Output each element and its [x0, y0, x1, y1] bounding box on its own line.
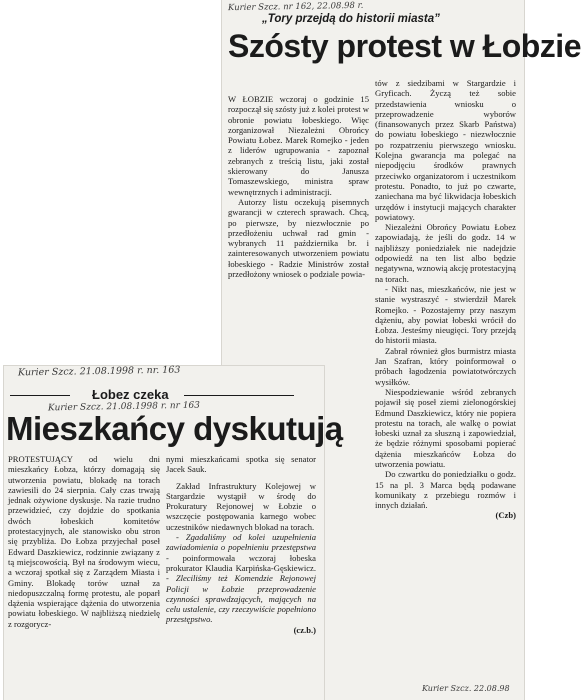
handwritten-footer-note: Kurier Szcz. 22.08.98	[422, 684, 510, 693]
article-paragraph: Zakład Infrastruktury Kolejowej w Stargardzie wystąpił w środę do Prokuratury Rejonowej w Łobzie o wszczęcie postępowania karnego wobec uczestników niedawnych blokad na torach.	[166, 480, 316, 532]
bottom-clipping	[4, 364, 343, 700]
article-column-1	[8, 454, 160, 629]
article-paragraph: tów z siedzibami w Stargardzie i Gryficach. Życzą też sobie przedstawienia wniosku o przeprowadzenie wyborów (finansowanych przez Skarb Państwa) do powiatu łobeskiego - niezwłocznie po rozpatrzeniu pierwszego wniosku. Kolejna gwarancja ma polegać na niepodjęciu środków prawnych przeciwko organizatorom i uczestnikom protestu. Ponadto, to już po czwarte, zaniechana ma być likwidacja łobeskich urzędów i instytucji mających charakter powiatowy.	[375, 78, 516, 222]
article-kicker: „Tory przejdą do historii miasta”	[262, 13, 440, 25]
article-paragraph: - Nikt nas, mieszkańców, nie jest w stanie wystraszyć - stwierdził Marek Romejko. - Pozostajemy przy naszym dążeniu, aby powiat łobeski wrócił do Łobza. Jesteśmy nieugięci. Tory przejdą do historii miasta.	[375, 283, 516, 346]
quote-text: - Zgadaliśmy od kolei uzupełnienia zawiadomienia o popełnieniu przestępstwa	[166, 532, 316, 553]
quote-attribution: - poinformowała wczoraj łobeska prokurator Klaudia Karpińska-Gęskiewicz. -	[166, 552, 316, 584]
article-signature: (cz.b.)	[293, 624, 316, 635]
article-paragraph: PROTESTUJĄCY od wielu dni mieszkańcy Łobza, którzy domagają się utworzenia powiatu, blokadę na torach zawiesili do 24 sierpnia. Cały czas trwają jednak ożywione dyskusje. Na razie trudno przewidzieć, czy dojdzie do spotkania dwóch łobeskich komitetów protestacyjnych, ale stanowisko obu stron się przybliża. Do Łobza przyjechał poseł Edward Daszkiewicz, rodzinnie związany z tą miejscowością. Był na środowym wiecu, a wczoraj spotkał się z Zarządem Miasta i Gminy. Blokadę torów uznał za niedopuszczalną formę protestu, ale poparł dążenia wspierające dążenia do utworzenia powiatu łobeskiego. W najbliższą niedzielę z rozgorycz-	[8, 454, 160, 629]
article-paragraph: Niespodziewanie wśród zebranych pojawił się poseł ziemi zielonogórskiej Edmund Daszkiewicz, który nie popiera protestu na torach, ale walkę o powiat łobeski uznał za słuszną i zapowiedział, że będzie różnymi sposobami popierać dążenia mieszkańców Łobza do utworzenia powiatu.	[375, 386, 516, 469]
article-kicker: Łobez czeka	[92, 387, 169, 402]
article-paragraph: nymi mieszkańcami spotka się senator Jacek Sauk.	[166, 454, 316, 475]
article-headline: Szósty protest w Łobzie	[228, 28, 581, 64]
article-paragraph: W ŁOBZIE wczoraj o godzinie 15 rozpoczął się szósty już z kolei protest w obronie powiatu łobeskiego. Więc zorganizował Niezależni Obrońcy Powiatu Łobez. Marek Romejko - jeden z liderów ugrupowania - zapoznał zebranych z treścią listu, jaki został skierowany do Janusza Tomaszewskiego, ministra spraw wewnętrznych i administracji.	[228, 94, 369, 197]
article-paragraph: Zabrał również głos burmistrz miasta Jan Szafran, który poinformował o próbach łagodzenia powiatotwórczych wysiłków.	[375, 345, 516, 387]
handwritten-source-note: Kurier Szcz. 21.08.1998 r. nr 163	[47, 400, 201, 414]
kicker-rule-left	[10, 395, 70, 396]
article-paragraph	[166, 532, 316, 625]
article-paragraph: Do czwartku do poniedziałku o godz. 15 na pl. 3 Marca będą podawane komunikaty z przebiegu rozmów i innych działań.	[375, 469, 516, 511]
article-paragraph: Autorzy listu oczekują pisemnych gwarancji w czterech sprawach. Chcą, po pierwsze, by niezwłocznie po przedłożeniu uchwał rad gmin - wybranych 11 października br. i zainteresowanych utworzeniem powiatu łobeskiego - Radzie Ministrów został przedłożony wniosek o podziale powia-	[228, 196, 369, 280]
quote-text: Zleciliśmy też Komendzie Rejonowej Policji w Łobzie przeprowadzenie czynności sprawdzających, mających na celu ustalenie, czy rzeczywiście popełniono przestępstwo.	[166, 573, 316, 625]
article-column-1	[228, 94, 369, 279]
handwritten-source-note: Kurier Szcz. 21.08.1998 r. nr. 163	[17, 364, 181, 379]
article-column-2	[166, 454, 316, 635]
article-column-2	[375, 78, 516, 521]
kicker-rule-right	[184, 395, 294, 396]
article-headline: Mieszkańcy dyskutują	[6, 410, 343, 447]
article-signature: (Czb)	[495, 510, 516, 521]
handwritten-source-note: Kurier Szcz. nr 162, 22.08.98 r.	[227, 0, 364, 14]
article-paragraph: Niezależni Obrońcy Powiatu Łobez zapowiadają, że jeśli do godz. 14 w najbliższy poniedziałek nie nadejdzie odpowiedź na ten list albo będzie negatywna, wznowią akcję protestacyjną na torach.	[375, 222, 516, 284]
